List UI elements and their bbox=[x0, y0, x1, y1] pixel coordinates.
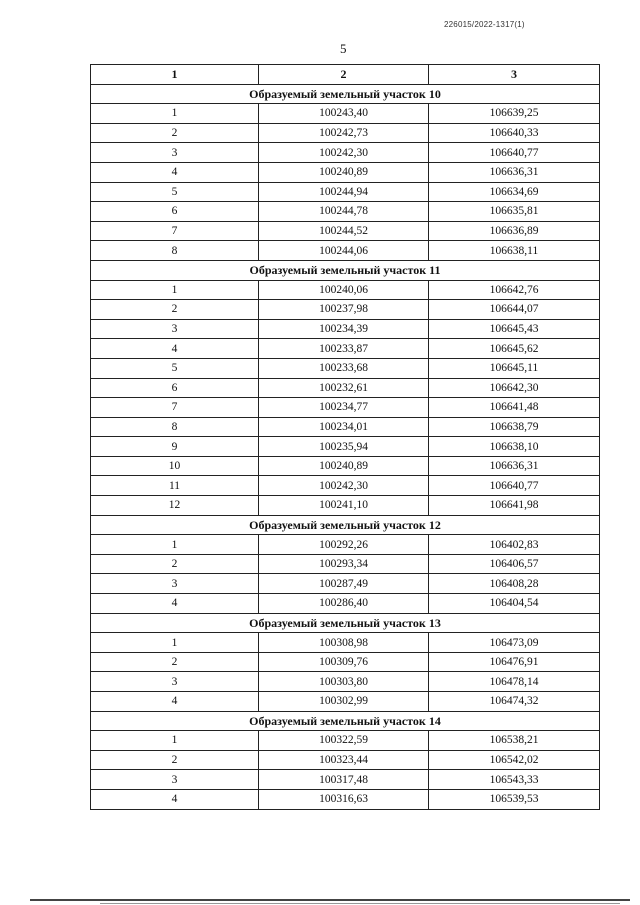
point-number-cell: 4 bbox=[91, 162, 259, 182]
x-coordinate-cell: 100286,40 bbox=[259, 594, 429, 614]
x-coordinate-cell: 100317,48 bbox=[259, 770, 429, 790]
y-coordinate-cell: 106641,98 bbox=[429, 496, 600, 516]
point-number-cell: 4 bbox=[91, 692, 259, 712]
table-row bbox=[91, 692, 600, 712]
x-coordinate-cell: 100234,77 bbox=[259, 398, 429, 418]
y-coordinate-cell: 106543,33 bbox=[429, 770, 600, 790]
column-header-1: 1 bbox=[91, 65, 259, 85]
y-coordinate-cell: 106641,48 bbox=[429, 398, 600, 418]
y-coordinate-cell: 106402,83 bbox=[429, 535, 600, 555]
table-row bbox=[91, 456, 600, 476]
point-number-cell: 1 bbox=[91, 633, 259, 653]
x-coordinate-cell: 100233,68 bbox=[259, 358, 429, 378]
point-number-cell: 2 bbox=[91, 652, 259, 672]
point-number-cell: 3 bbox=[91, 319, 259, 339]
section-title: Образуемый земельный участок 12 bbox=[91, 515, 600, 535]
coordinates-table bbox=[90, 64, 600, 810]
y-coordinate-cell: 106473,09 bbox=[429, 633, 600, 653]
x-coordinate-cell: 100240,89 bbox=[259, 456, 429, 476]
y-coordinate-cell: 106639,25 bbox=[429, 104, 600, 124]
y-coordinate-cell: 106645,11 bbox=[429, 358, 600, 378]
point-number-cell: 7 bbox=[91, 398, 259, 418]
point-number-cell: 6 bbox=[91, 202, 259, 222]
x-coordinate-cell: 100302,99 bbox=[259, 692, 429, 712]
table-row bbox=[91, 417, 600, 437]
x-coordinate-cell: 100235,94 bbox=[259, 437, 429, 457]
section-row bbox=[91, 515, 600, 535]
y-coordinate-cell: 106542,02 bbox=[429, 750, 600, 770]
y-coordinate-cell: 106642,30 bbox=[429, 378, 600, 398]
table-row bbox=[91, 652, 600, 672]
y-coordinate-cell: 106636,31 bbox=[429, 456, 600, 476]
x-coordinate-cell: 100244,94 bbox=[259, 182, 429, 202]
table-row bbox=[91, 574, 600, 594]
x-coordinate-cell: 100309,76 bbox=[259, 652, 429, 672]
section-row bbox=[91, 613, 600, 633]
point-number-cell: 1 bbox=[91, 731, 259, 751]
table-row bbox=[91, 143, 600, 163]
y-coordinate-cell: 106634,69 bbox=[429, 182, 600, 202]
point-number-cell: 8 bbox=[91, 417, 259, 437]
column-header-2: 2 bbox=[259, 65, 429, 85]
table-row bbox=[91, 554, 600, 574]
x-coordinate-cell: 100242,30 bbox=[259, 476, 429, 496]
table-row bbox=[91, 280, 600, 300]
y-coordinate-cell: 106635,81 bbox=[429, 202, 600, 222]
document-id: 226015/2022-1317(1) bbox=[444, 20, 525, 29]
section-row bbox=[91, 84, 600, 104]
x-coordinate-cell: 100293,34 bbox=[259, 554, 429, 574]
x-coordinate-cell: 100240,89 bbox=[259, 162, 429, 182]
table-header bbox=[91, 65, 600, 85]
y-coordinate-cell: 106478,14 bbox=[429, 672, 600, 692]
point-number-cell: 4 bbox=[91, 339, 259, 359]
x-coordinate-cell: 100232,61 bbox=[259, 378, 429, 398]
table-row bbox=[91, 437, 600, 457]
x-coordinate-cell: 100242,73 bbox=[259, 123, 429, 143]
table-row bbox=[91, 162, 600, 182]
table-row bbox=[91, 496, 600, 516]
table-row bbox=[91, 123, 600, 143]
point-number-cell: 8 bbox=[91, 241, 259, 261]
point-number-cell: 4 bbox=[91, 594, 259, 614]
point-number-cell: 3 bbox=[91, 143, 259, 163]
table-row bbox=[91, 476, 600, 496]
y-coordinate-cell: 106636,89 bbox=[429, 221, 600, 241]
table-body bbox=[91, 84, 600, 809]
y-coordinate-cell: 106638,79 bbox=[429, 417, 600, 437]
x-coordinate-cell: 100241,10 bbox=[259, 496, 429, 516]
x-coordinate-cell: 100234,39 bbox=[259, 319, 429, 339]
table-row bbox=[91, 358, 600, 378]
x-coordinate-cell: 100322,59 bbox=[259, 731, 429, 751]
section-title: Образуемый земельный участок 10 bbox=[91, 84, 600, 104]
x-coordinate-cell: 100323,44 bbox=[259, 750, 429, 770]
y-coordinate-cell: 106636,31 bbox=[429, 162, 600, 182]
point-number-cell: 2 bbox=[91, 750, 259, 770]
y-coordinate-cell: 106406,57 bbox=[429, 554, 600, 574]
y-coordinate-cell: 106638,10 bbox=[429, 437, 600, 457]
point-number-cell: 6 bbox=[91, 378, 259, 398]
column-header-3: 3 bbox=[429, 65, 600, 85]
x-coordinate-cell: 100244,78 bbox=[259, 202, 429, 222]
x-coordinate-cell: 100233,87 bbox=[259, 339, 429, 359]
x-coordinate-cell: 100243,40 bbox=[259, 104, 429, 124]
section-row bbox=[91, 260, 600, 280]
table-row bbox=[91, 789, 600, 809]
y-coordinate-cell: 106476,91 bbox=[429, 652, 600, 672]
y-coordinate-cell: 106645,43 bbox=[429, 319, 600, 339]
table-row bbox=[91, 182, 600, 202]
section-row bbox=[91, 711, 600, 731]
x-coordinate-cell: 100287,49 bbox=[259, 574, 429, 594]
point-number-cell: 5 bbox=[91, 182, 259, 202]
table-row bbox=[91, 339, 600, 359]
y-coordinate-cell: 106644,07 bbox=[429, 300, 600, 320]
table-row bbox=[91, 398, 600, 418]
table-row bbox=[91, 319, 600, 339]
x-coordinate-cell: 100308,98 bbox=[259, 633, 429, 653]
x-coordinate-cell: 100237,98 bbox=[259, 300, 429, 320]
point-number-cell: 1 bbox=[91, 280, 259, 300]
table-row bbox=[91, 202, 600, 222]
y-coordinate-cell: 106642,76 bbox=[429, 280, 600, 300]
point-number-cell: 3 bbox=[91, 770, 259, 790]
x-coordinate-cell: 100234,01 bbox=[259, 417, 429, 437]
y-coordinate-cell: 106640,33 bbox=[429, 123, 600, 143]
y-coordinate-cell: 106404,54 bbox=[429, 594, 600, 614]
y-coordinate-cell: 106408,28 bbox=[429, 574, 600, 594]
x-coordinate-cell: 100244,52 bbox=[259, 221, 429, 241]
header-row bbox=[91, 65, 600, 85]
point-number-cell: 10 bbox=[91, 456, 259, 476]
point-number-cell: 1 bbox=[91, 535, 259, 555]
table-row bbox=[91, 594, 600, 614]
bottom-rule-thin bbox=[100, 903, 620, 904]
table-row bbox=[91, 770, 600, 790]
y-coordinate-cell: 106645,62 bbox=[429, 339, 600, 359]
point-number-cell: 11 bbox=[91, 476, 259, 496]
table-row bbox=[91, 241, 600, 261]
point-number-cell: 3 bbox=[91, 574, 259, 594]
y-coordinate-cell: 106640,77 bbox=[429, 143, 600, 163]
table-row bbox=[91, 750, 600, 770]
point-number-cell: 4 bbox=[91, 789, 259, 809]
y-coordinate-cell: 106640,77 bbox=[429, 476, 600, 496]
x-coordinate-cell: 100244,06 bbox=[259, 241, 429, 261]
point-number-cell: 5 bbox=[91, 358, 259, 378]
y-coordinate-cell: 106474,32 bbox=[429, 692, 600, 712]
page-number: 5 bbox=[340, 41, 347, 56]
point-number-cell: 7 bbox=[91, 221, 259, 241]
x-coordinate-cell: 100316,63 bbox=[259, 789, 429, 809]
point-number-cell: 2 bbox=[91, 554, 259, 574]
table-row bbox=[91, 221, 600, 241]
table-row bbox=[91, 633, 600, 653]
section-title: Образуемый земельный участок 14 bbox=[91, 711, 600, 731]
x-coordinate-cell: 100242,30 bbox=[259, 143, 429, 163]
table-row bbox=[91, 378, 600, 398]
y-coordinate-cell: 106638,11 bbox=[429, 241, 600, 261]
x-coordinate-cell: 100303,80 bbox=[259, 672, 429, 692]
y-coordinate-cell: 106539,53 bbox=[429, 789, 600, 809]
point-number-cell: 2 bbox=[91, 300, 259, 320]
point-number-cell: 1 bbox=[91, 104, 259, 124]
table-row bbox=[91, 104, 600, 124]
point-number-cell: 9 bbox=[91, 437, 259, 457]
table-row bbox=[91, 672, 600, 692]
point-number-cell: 2 bbox=[91, 123, 259, 143]
table-row bbox=[91, 300, 600, 320]
section-title: Образуемый земельный участок 13 bbox=[91, 613, 600, 633]
bottom-rule bbox=[30, 899, 630, 901]
point-number-cell: 12 bbox=[91, 496, 259, 516]
table-row bbox=[91, 535, 600, 555]
table-row bbox=[91, 731, 600, 751]
y-coordinate-cell: 106538,21 bbox=[429, 731, 600, 751]
x-coordinate-cell: 100240,06 bbox=[259, 280, 429, 300]
section-title: Образуемый земельный участок 11 bbox=[91, 260, 600, 280]
x-coordinate-cell: 100292,26 bbox=[259, 535, 429, 555]
point-number-cell: 3 bbox=[91, 672, 259, 692]
